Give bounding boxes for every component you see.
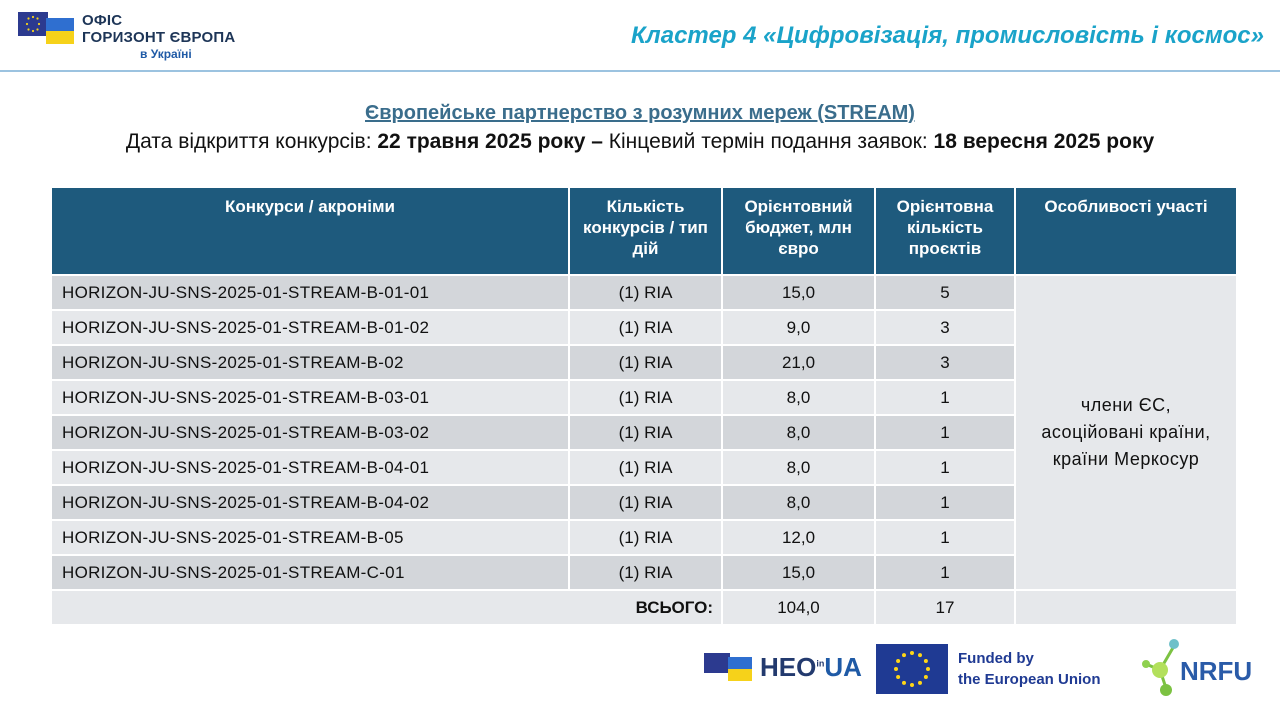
partnership-title: Європейське партнерство з розумних мереж (STREAM) — [365, 102, 915, 124]
header-calls: Конкурси / акроніми — [51, 187, 569, 275]
call-type: (1) RIA — [569, 345, 722, 380]
total-row — [51, 590, 1237, 625]
heo-main-text: HEO — [760, 652, 817, 682]
call-budget: 8,0 — [722, 415, 875, 450]
call-type: (1) RIA — [569, 485, 722, 520]
call-projects: 1 — [875, 555, 1015, 590]
call-type: (1) RIA — [569, 310, 722, 345]
call-type: (1) RIA — [569, 555, 722, 590]
heo-ua-logo — [704, 652, 862, 683]
call-budget: 15,0 — [722, 555, 875, 590]
header-divider — [0, 70, 1280, 72]
total-budget: 104,0 — [722, 590, 875, 625]
call-code: HORIZON-JU-SNS-2025-01-STREAM-B-01-01 — [51, 275, 569, 310]
call-type: (1) RIA — [569, 450, 722, 485]
call-projects: 3 — [875, 345, 1015, 380]
call-code: HORIZON-JU-SNS-2025-01-STREAM-B-03-01 — [51, 380, 569, 415]
eu-funded-logo — [876, 644, 1101, 694]
calls-table — [50, 186, 1238, 626]
call-code: HORIZON-JU-SNS-2025-01-STREAM-B-04-01 — [51, 450, 569, 485]
heo-in-text: in — [816, 658, 825, 669]
header-budget: Орієнтовний бюджет, млн євро — [722, 187, 875, 275]
participation-line: країни Меркосур — [1052, 449, 1200, 469]
deadline-date: 18 вересня 2025 року — [933, 130, 1155, 153]
header-participation: Особливості участі — [1015, 187, 1237, 275]
office-name-line2: ГОРИЗОНТ ЄВРОПА — [82, 29, 236, 46]
call-budget: 15,0 — [722, 275, 875, 310]
total-label: ВСЬОГО: — [51, 590, 722, 625]
call-projects: 3 — [875, 310, 1015, 345]
call-code: HORIZON-JU-SNS-2025-01-STREAM-C-01 — [51, 555, 569, 590]
participation-cell — [1015, 275, 1237, 590]
table-row — [51, 275, 1237, 310]
call-projects: 1 — [875, 485, 1015, 520]
call-projects: 1 — [875, 520, 1015, 555]
call-dates — [0, 130, 1280, 154]
call-budget: 8,0 — [722, 450, 875, 485]
call-code: HORIZON-JU-SNS-2025-01-STREAM-B-04-02 — [51, 485, 569, 520]
participation-line: асоційовані країни, — [1041, 422, 1211, 442]
call-projects: 1 — [875, 380, 1015, 415]
call-budget: 8,0 — [722, 380, 875, 415]
heo-ua-text: UA — [824, 652, 862, 682]
call-type: (1) RIA — [569, 380, 722, 415]
call-code: HORIZON-JU-SNS-2025-01-STREAM-B-02 — [51, 345, 569, 380]
call-budget: 12,0 — [722, 520, 875, 555]
call-code: HORIZON-JU-SNS-2025-01-STREAM-B-03-02 — [51, 415, 569, 450]
call-projects: 1 — [875, 415, 1015, 450]
eu-ua-flag-icon — [18, 12, 74, 50]
call-projects: 5 — [875, 275, 1015, 310]
cluster-title: Кластер 4 «Цифровізація, промисловість і космос» — [631, 22, 1264, 49]
table-header-row — [51, 187, 1237, 275]
call-budget: 8,0 — [722, 485, 875, 520]
deadline-label: Кінцевий термін подання заявок: — [602, 130, 934, 153]
header-projects: Орієнтовна кількість проєктів — [875, 187, 1015, 275]
office-name-line3: в Україні — [140, 47, 192, 61]
call-projects: 1 — [875, 450, 1015, 485]
office-logo — [18, 12, 235, 63]
call-budget: 9,0 — [722, 310, 875, 345]
nrfu-logo — [1140, 636, 1266, 702]
call-budget: 21,0 — [722, 345, 875, 380]
eu-funded-line2: the European Union — [958, 671, 1101, 688]
molecule-icon — [1140, 636, 1184, 702]
eu-flag-icon — [876, 644, 948, 694]
office-name-line1: ОФІС — [82, 12, 123, 29]
call-code: HORIZON-JU-SNS-2025-01-STREAM-B-01-02 — [51, 310, 569, 345]
nrfu-text: NRFU — [1180, 656, 1253, 686]
eu-ua-flag-icon — [704, 653, 752, 683]
participation-line: члени ЄС, — [1080, 395, 1172, 415]
open-date-label: Дата відкриття конкурсів: — [125, 130, 378, 153]
call-type: (1) RIA — [569, 415, 722, 450]
eu-funded-line1: Funded by — [958, 650, 1034, 667]
call-type: (1) RIA — [569, 520, 722, 555]
open-date: 22 травня 2025 року – — [377, 130, 603, 153]
total-projects: 17 — [875, 590, 1015, 625]
call-code: HORIZON-JU-SNS-2025-01-STREAM-B-05 — [51, 520, 569, 555]
header-count: Кількість конкурсів / тип дій — [569, 187, 722, 275]
call-type: (1) RIA — [569, 275, 722, 310]
total-empty-cell — [1015, 590, 1237, 625]
